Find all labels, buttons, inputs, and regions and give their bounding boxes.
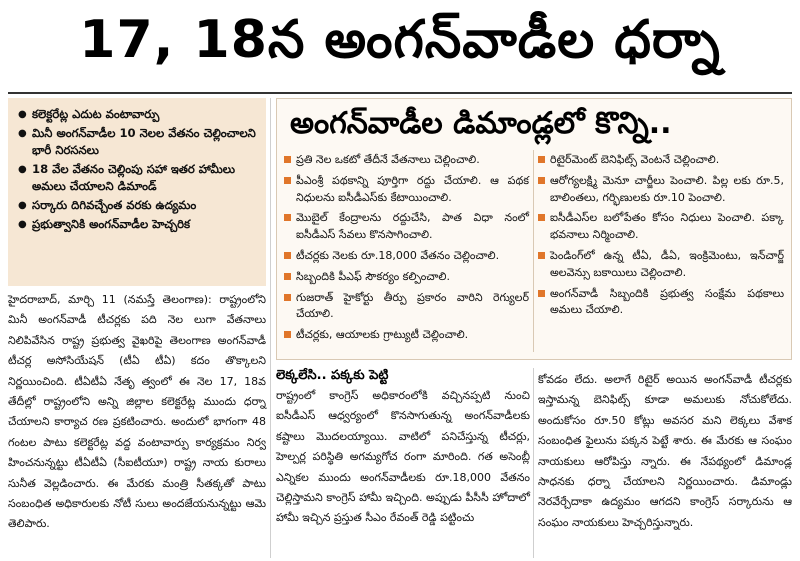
demand-item: ప్రతి నెల ఒకటో తేదీనే వేతనాలు చెల్లించాలి.: [284, 152, 529, 169]
demand-item: గుజరాత్ హైకోర్టు తీర్పు ప్రకారం వారిని రెగ్యులర్ చేయాలి.: [284, 290, 529, 324]
demand-item: ఆరోగ్యలక్ష్మి మెనూ చార్జీలు పెంచాలి. పిల్ల లకు రూ.5, బాలింతలు, గర్భిణులకు రూ.10 పెంచాలి.: [538, 173, 784, 207]
article-paragraph: రాష్ట్రంలో కాంగ్రెస్ అధికారంలోకి వచ్చినప్పటి నుంచి ఐసీడీఎస్ ఆధ్వర్యంలో కొనసాగుతున్న అంగన్‌వాడీలకు కష్టాలు మొదలయ్యాయి. వాటిలో పనిచేస్తున్న టీచర్లు, హెల్పర్ల పరిస్థితి అగమ్యగోచ రంగా మారింది. గత అసెంబ్లీ ఎన్నికల ముందు అంగన్‌వాడీలకు రూ.18,000 వేతనం చెల్లిస్తామని కాంగ్రెస్ హామీ ఇచ్చింది. అప్పుడు పీసీసీ హోదాలో హామీ ఇచ్చిన ప్రస్తుత సీఎం రేవంత్ రెడ్డి పట్టించు: [276, 389, 530, 525]
article-column-3: [538, 370, 792, 533]
demands-divider: [533, 150, 534, 352]
headline: 17, 18న అంగన్‌వాడీల ధర్నా: [79, 9, 721, 70]
column-divider: [270, 98, 271, 558]
demand-item: టీచర్లకు, ఆయాలకు గ్రాట్యుటీ చెల్లించాలి.: [284, 327, 529, 344]
article-paragraph: కోవడం లేదు. అలాగే రిటైర్ అయిన అంగన్‌వాడీ టీచర్లకు ఇస్తామన్న బెనిఫిట్స్ కూడా అమలుకు నోచుకోలేదు. అందుకోసం రూ.50 కోట్లు అవసర మని లెక్కలు వేశాక సంబంధిత ఫైలును పక్కన పెట్టే శారు. ఈ మేరకు ఆ సంఘం నాయకులు ఆరోపిస్తు న్నారు. ఈ నేపథ్యంలో డిమాండ్ల సాధనకు ధర్నా చేయాలని నిర్ణయించారు. డిమాండ్లు నెరవేర్చేదాకా ఉద్యమం ఆగదని కాంగ్రెస్ సర్కారును ఆ సంఘం నాయకులు హెచ్చరిస్తున్నారు.: [538, 373, 792, 529]
article-column-1: [8, 290, 266, 535]
highlight-item: ● మినీ అంగన్‌వాడీల 10 నెలల వేతనం చెల్లించాలని భారీ నిరసనలు: [18, 125, 258, 159]
section-subhead: లెక్కలేసి.. పక్కకు పెట్టి: [276, 368, 389, 383]
highlight-item: ● కలెక్టరేట్ల ఎదుట వంటావార్పు: [18, 106, 258, 123]
column-divider: [533, 368, 534, 558]
demands-list-right: [538, 152, 784, 323]
demand-item: రిటైర్‌మెంట్ బెనిఫిట్స్ వెంటనే చెల్లించాలి.: [538, 152, 784, 169]
demand-item: టీచర్లకు నెలకు రూ.18,000 వేతనం చెల్లించాలి.: [284, 248, 529, 265]
highlights-list: [18, 106, 258, 233]
demand-item: పెండింగ్‌లో ఉన్న టీఏ, డీఏ, ఇంక్రిమెంటు, ఇన్‌చార్జ్ అలవెన్సు బకాయిలు చెల్లించాలి.: [538, 248, 784, 282]
demand-item: పీఎంశ్రీ పథకాన్ని పూర్తిగా రద్దు చేయాలి. ఆ పథక నిధులను ఐసీడీఎస్‌కు కేటాయించాలి.: [284, 173, 529, 207]
demand-item: ఐసీడీఎస్‌ల బలోపేతం కోసం నిధులు పెంచాలి. పక్కా భవనాలు నిర్మించాలి.: [538, 210, 784, 244]
article-column-2: [276, 386, 530, 529]
demands-title: అంగన్‌వాడీల డిమాండ్లలో కొన్ని..: [290, 106, 672, 141]
article-paragraph: హైదరాబాద్, మార్చి 11 (నమస్తే తెలంగాణ): రాష్ట్రంలోని మినీ అంగన్‌వాడీ టీచర్లకు పది నెల లుగా వేతనాలు నిలిపివేసిన రాష్ట్ర ప్రభుత్వ వైఖరిపై తెలంగాణ అంగన్‌వాడీ టీచర్ల అసోసియేషన్ (టీఏ టీఏ) కదం తొక్కాలని నిర్ణయించింది. టీఏటీఏ నేతృ త్వంలో ఈ నెల 17, 18వ తేదీల్లో రాష్ట్రంలోని అన్ని జిల్లాల కలెక్టరేట్ల ముందు ధర్నా చేయాలని కార్యాచ రణ ప్రకటించారు. అందులో భాగంగా 48 గంటల పాటు కలెక్టరేట్ల వద్ద వంటావార్పు కార్యక్రమం నిర్వ హించనున్నట్టు టీఏటీఏ (సీఐటీయూ) రాష్ట్ర నాయ కురాలు సునీత వెల్లడించారు. ఈ మేరకు మంత్రి సీతక్కతో పాటు సంబంధిత అధికారులకు నోటీ సులు అందజేయనున్నట్టు ఆమె తెలిపారు.: [8, 293, 266, 531]
demand-item: అంగన్‌వాడీ సిబ్బందికి ప్రభుత్వ సంక్షేమ పథకాలు అమలు చేయాలి.: [538, 286, 784, 320]
highlight-item: ● ప్రభుత్వానికి అంగన్‌వాడీల హెచ్చరిక: [18, 216, 258, 233]
highlight-item: ● 18 వేల వేతనం చెల్లింపు సహా ఇతర హామీలు అమలు చేయాలని డిమాండ్: [18, 161, 258, 195]
demands-list-left: [284, 152, 529, 348]
demand-item: సిబ్బందికి పీఎఫ్ సౌకర్యం కల్పించాలి.: [284, 269, 529, 286]
demand-item: మొబైల్ కేంద్రాలను రద్దుచేసి, పాత విధా నంలో ఐసీడీఎస్ సేవలు కొనసాగించాలి.: [284, 210, 529, 244]
highlights-box: [8, 98, 266, 286]
highlight-item: ● సర్కారు దిగివచ్చేంత వరకు ఉద్యమం: [18, 197, 258, 214]
headline-rule: [8, 92, 792, 94]
